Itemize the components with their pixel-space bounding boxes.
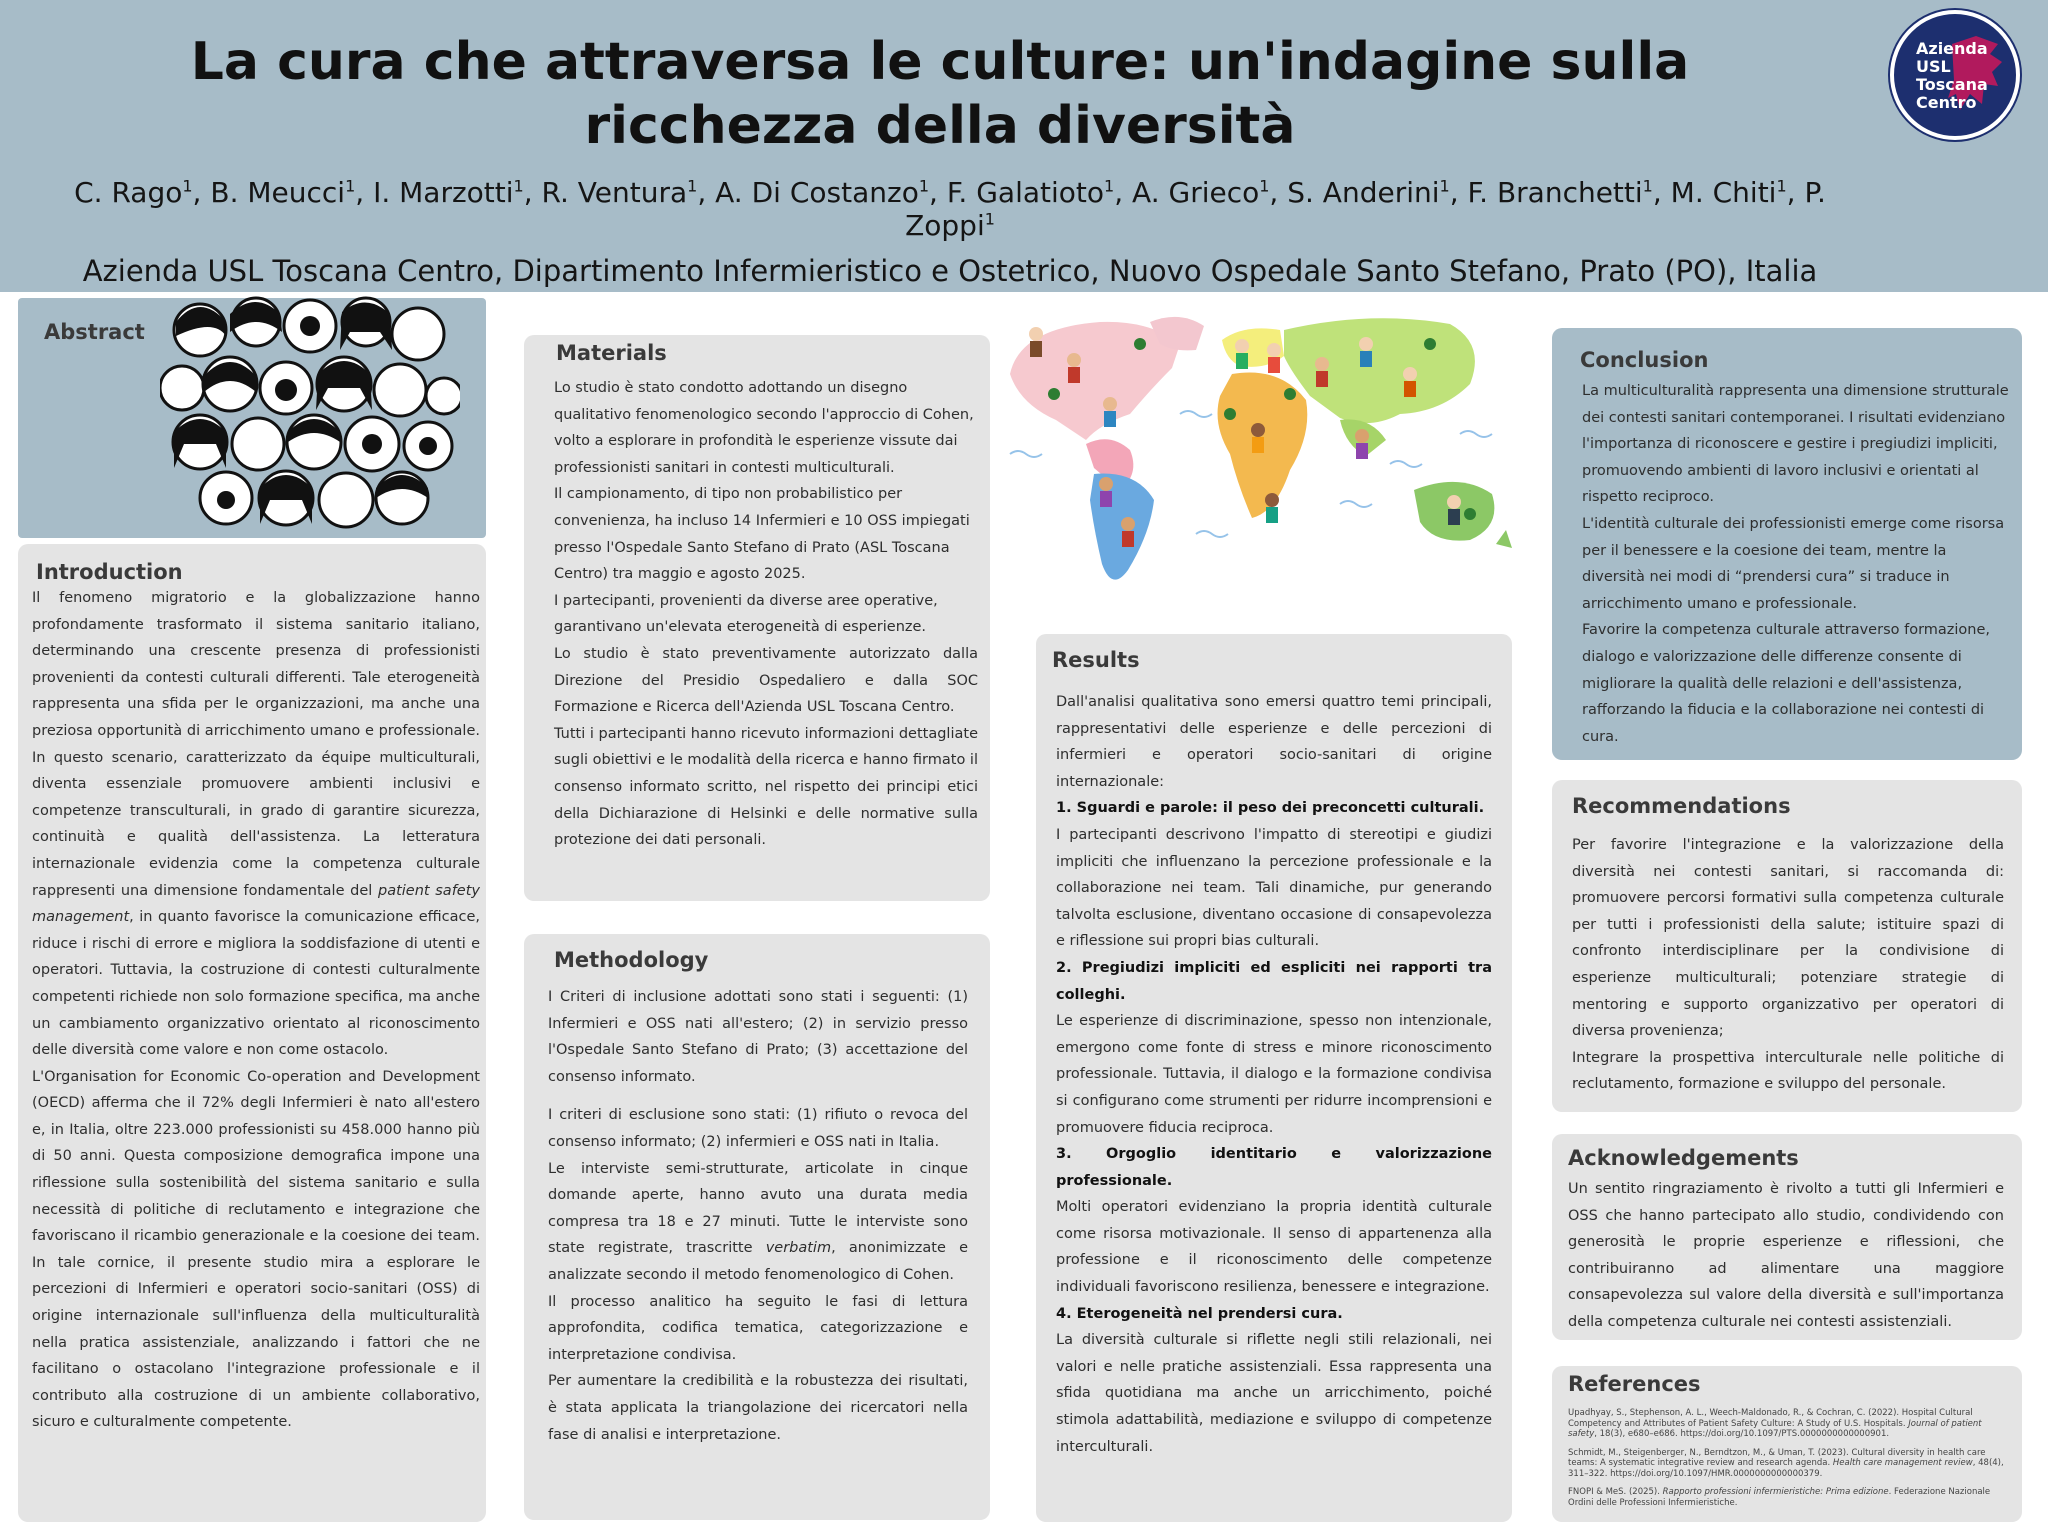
author: C. Rago [74,176,183,209]
recommendations-paragraph: Per favorire l'integrazione e la valorizzazione della diversità nei contesti sanitari, si raccomanda di: promuovere percorsi formativi sulla competenza culturale per tutti i professionisti della salute; istituire spazi di confronto interdisciplinare per la condivisione di esperienze multiculturali; potenziare strategie di mentoring e supporto organizzativo per operatori di diversa provenienza; [1572,837,2004,1040]
results-theme-title [1056,1301,1492,1328]
theme-title-text: 1. Sguardi e parole: il peso dei preconcetti culturali. [1056,800,1485,817]
author: I. Marzotti [373,176,514,209]
affiliation-mark: 1 [1439,176,1450,196]
recommendations-paragraph: Integrare la prospettiva interculturale nelle politiche di reclutamento, formazione e sviluppo del personale. [1572,1049,2004,1093]
methodology-paragraph: I criteri di esclusione sono stati: (1) rifiuto o revoca del consenso informato; (2) infermieri e OSS nati in Italia. [548,1107,968,1150]
acknowledgements-heading: Acknowledgements [1568,1146,1799,1170]
materials-paragraph: Lo studio è stato preventivamente autorizzato dalla Direzione del Presidio Ospedaliero e dalla SOC Formazione e Ricerca dell'Azienda USL Toscana Centro. [554,645,978,716]
reference-item [1568,1448,2012,1480]
conclusion-panel [1552,328,2022,760]
text-run: Schmidt, M., Steigenberger, N., Berndtzon, M., & Uman, T. (2023). Cultural diversity in health care teams: A systematic integrative review and research agenda. [1568,1447,1986,1468]
reference-item [1568,1408,2012,1440]
conclusion-paragraph: L'identità culturale dei professionisti emerge come risorsa per il benessere e la coesione dei team, mentre la diversità nei modi di “prendersi cura” si traduce in arricchimento umano e professionale. [1582,515,2005,612]
author: A. Grieco [1132,176,1260,209]
text-run: . Federazione Nazionale Ordini delle Professioni Infermieristiche. [1568,1487,1991,1508]
abstract-heading: Abstract [44,320,145,344]
introduction-paragraph: L'Organisation for Economic Co-operation and Development (OECD) afferma che il 72% degli Infermieri è nato all'estero e, in Italia, oltre 223.000 professionisti su 458.000 hanno più di 50 anni. Questa composizione demografica impone una riflessione sulla sostenibilità del sistema sanitario e sulla necessità di politiche di reclutamento e integrazione che favoriscano il ricambio generazionale e la coesione dei team. In tale cornice, il presente studio mira a esplorare le percezioni di Infermieri e operatori socio-sanitari (OSS) di origine internazionale sull'influenza della multiculturalità nella pratica assistenziale, analizzando i fattori che ne facilitano o ostacolano l'integrazione professionale e il contributo alla costruzione di un ambiente collaborativo, sicuro e culturalmente competente. [32,1068,480,1431]
affiliation-mark: 1 [984,209,995,229]
text-run: Le interviste semi-strutturate, articolate in cinque domande aperte, hanno avuto una durata media compresa tra 18 e 27 minuti. Tutte le interviste sono state registrate, trascritte [548,1160,968,1257]
methodology-heading: Methodology [554,948,709,972]
acknowledgements-body [1568,1176,2004,1336]
recommendations-heading: Recommendations [1572,794,1791,818]
affiliation-mark: 1 [513,176,524,196]
world-map-illustration [990,304,1530,604]
affiliation-mark: 1 [345,176,356,196]
results-theme-title [1056,795,1492,822]
text-run: , 18(3), e680–e686. https://doi.org/10.1097/PTS.0000000000000901. [1594,1429,1890,1439]
conclusion-body [1582,378,2010,750]
methodology-paragraph: Il processo analitico ha seguito le fasi di lettura approfondita, codifica tematica, categorizzazione e interpretazione condivisa. [548,1293,968,1363]
materials-paragraph: I partecipanti, provenienti da diverse aree operative, garantivano un'elevata eterogeneità di esperienze. [554,592,938,636]
recommendations-body [1572,832,2004,1098]
text-run-italic: Health care management review [1832,1458,1973,1468]
affiliation-mark: 1 [687,176,698,196]
author: B. Meucci [210,176,346,209]
text-run-italic: patient safety management [32,882,480,926]
introduction-paragraph [32,585,480,1064]
text-run: , 48(4), 311–322. https://doi.org/10.1097/HMR.0000000000000379. [1568,1458,2004,1479]
affiliation-mark: 1 [1259,176,1270,196]
diverse-faces-illustration [160,292,460,538]
reference-item [1568,1487,2012,1508]
author: M. Chiti [1670,176,1777,209]
materials-body [554,375,978,854]
methodology-panel [524,934,990,1520]
affiliation-mark: 1 [182,176,193,196]
introduction-body [32,585,480,1436]
results-panel [1036,634,1512,1522]
methodology-paragraph: Per aumentare la credibilità e la robustezza dei risultati, è stata applicata la triangolazione dei ricercatori nella fase di analisi e interpretazione. [548,1373,968,1443]
results-theme-text: Le esperienze di discriminazione, spesso non intenzionale, emergono come fonte di stress e minore riconoscimento professionale. Tuttavia, il dialogo e la formazione condivisa si configurano come strumenti per ridurre incomprensioni e promuovere fiducia reciproca. [1056,1013,1492,1136]
references-heading: References [1568,1372,1701,1396]
results-theme-text: Molti operatori evidenziano la propria identità culturale come risorsa motivazionale. Il senso di appartenenza alla professione e il riconoscimento delle competenze individuali favoriscono resilienza, benessere e integrazione. [1056,1199,1492,1296]
affiliation-mark: 1 [1642,176,1653,196]
text-run-italic: verbatim [765,1240,832,1257]
text-run-italic: Rapporto professioni infermieristiche: Prima edizione [1662,1487,1889,1497]
results-body [1056,689,1492,1460]
theme-title-text: 4. Eterogeneità nel prendersi cura. [1056,1305,1343,1322]
logo [1890,10,2020,140]
materials-paragraph: Tutti i partecipanti hanno ricevuto informazioni dettagliate sugli obiettivi e le modalità della ricerca e hanno firmato il consenso informato scritto, nel rispetto dei principi etici della Dichiarazione di Helsinki e delle normative sulla protezione dei dati personali. [554,725,978,849]
author: P. Zoppi [905,176,1826,242]
conclusion-heading: Conclusion [1580,348,1709,372]
poster-header [0,0,2048,292]
text-run: Il fenomeno migratorio e la globalizzazione hanno profondamente trasformato il sistema sanitario italiano, determinando una crescente presenza di professionisti provenienti da contesti culturali differenti. Tale eterogeneità rappresenta una sfida per le organizzazioni, ma anche una preziosa opportunità di arricchimento umano e professionale. In questo scenario, caratterizzato da équipe multiculturali, diventa essenziale promuovere ambienti inclusivi e competenze transculturali, in grado di garantire sicurezza, continuità e qualità dell'assistenza. La letteratura internazionale evidenzia come la competenza culturale rappresenti una dimensione fondamentale del [32,590,480,899]
references-panel [1552,1366,2022,1522]
results-heading: Results [1052,648,1140,672]
conclusion-paragraph: Favorire la competenza culturale attraverso formazione, dialogo e valorizzazione delle differenze consente di migliorare la qualità delle relazioni e dell'assistenza, rafforzando la fiducia e la collaborazione nei contesti di cura. [1582,622,1991,745]
text-run-italic: Journal of patient safety [1568,1418,1982,1439]
conclusion-paragraph: La multiculturalità rappresenta una dimensione strutturale dei contesti sanitari contemporanei. I risultati evidenziano l'importanza di riconoscere e gestire i pregiudizi impliciti, promuovendo ambienti di lavoro inclusivi e orientati al rispetto reciproco. [1582,383,2009,506]
materials-paragraph: Lo studio è stato condotto adottando un disegno qualitativo fenomenologico secondo l'approccio di Cohen, volto a esplorare in profondità le esperienze vissute dai professionisti sanitari in contesti multiculturali. [554,380,974,476]
author: F. Branchetti [1467,176,1643,209]
text-run: , in quanto favorisce la comunicazione efficace, riduce i rischi di errore e migliora la soddisfazione di utenti e operatori. Tuttavia, la costruzione di contesti culturalmente competenti richiede non solo formazione specifica, ma anche un cambiamento organizzativo orientato al riconoscimento delle diversità come valore e non come ostacolo. [32,909,480,1059]
author: S. Anderini [1287,176,1440,209]
theme-title-text: 2. Pregiudizi impliciti ed espliciti nei rapporti tra colleghi. [1056,959,1492,1003]
author: R. Ventura [541,176,688,209]
text-run: FNOPI & MeS. (2025). [1568,1487,1663,1497]
affiliation: Azienda USL Toscana Centro, Dipartimento Infermieristico e Ostetrico, Nuovo Ospedale Santo Stefano, Prato (PO), Italia [82,254,1818,288]
author: F. Galatioto [946,176,1105,209]
results-theme-title [1056,1141,1492,1194]
affiliation-mark: 1 [1776,176,1787,196]
introduction-panel [18,544,486,1522]
theme-title-text: 3. Orgoglio identitario e valorizzazione professionale. [1056,1146,1492,1189]
methodology-paragraph [548,1156,968,1289]
affiliation-mark: 1 [1104,176,1115,196]
materials-heading: Materials [556,341,667,365]
methodology-paragraph: I Criteri di inclusione adottati sono stati i seguenti: (1) Infermieri e OSS nati all'estero; (2) in servizio presso l'Ospedale Santo Stefano di Prato; (3) accettazione del consenso informato. [548,989,968,1085]
materials-paragraph: Il campionamento, di tipo non probabilistico per convenienza, ha incluso 14 Infermieri e 10 OSS impiegati presso l'Ospedale Santo Stefano di Prato (ASL Toscana Centro) tra maggio e agosto 2025. [554,486,970,583]
results-theme-text: I partecipanti descrivono l'impatto di stereotipi e giudizi impliciti che influenzano la percezione professionale e la collaborazione nei team. Tali dinamiche, pur generando talvolta esclusione, diventano occasione di consapevolezza e riflessione sui propri bias culturali. [1056,826,1492,950]
methodology-body [548,984,968,1448]
results-theme-text: La diversità culturale si riflette negli stili relazionali, nei valori e nelle pratiche assistenziali. Essa rappresenta una sfida quotidiana ma anche un arricchimento, poiché stimola adattabilità, mediazione e sviluppo di competenze interculturali. [1056,1332,1492,1455]
results-intro: Dall'analisi qualitativa sono emersi quattro temi principali, rappresentativi delle esperienze e delle percezioni di infermieri e operatori socio-sanitari di origine internazionale: [1056,694,1492,790]
recommendations-panel [1552,780,2022,1112]
results-theme-title [1056,955,1492,1008]
affiliation-mark: 1 [918,176,930,196]
introduction-heading: Introduction [36,560,183,584]
text-run: Upadhyay, S., Stephenson, A. L., Weech-Maldonado, R., & Cochran, C. (2022). Hospital Cultural Competency and Attributes of Patient Safety Culture: A Study of U.S. Hospitals. [1568,1408,1973,1429]
materials-panel [524,335,990,901]
acknowledgements-panel [1552,1134,2022,1340]
author: A. Di Costanzo [715,176,919,209]
text-run: , anonimizzate e analizzate secondo il metodo fenomenologico di Cohen. [548,1240,968,1283]
acknowledgements-paragraph: Un sentito ringraziamento è rivolto a tutti gli Infermieri e OSS che hanno partecipato allo studio, condividendo con generosità le proprie esperienze e riflessioni, che contribuiranno ad alimentare una maggiore consapevolezza sul valore della diversità e sull'importanza della competenza culturale nei contesti assistenziali. [1568,1181,2004,1330]
author-list: C. Rago$^1$, B. Meucci$^1$, I. Marzotti$^1$, R. Ventura$^1$, A. Di Costanzo$^1$, F. Galatioto$^1$, A. Grieco$^1$, S. Anderini$^1$, F. Branchetti$^1$, M. Chiti$^1$, P. Zoppi$^1$ [74,176,1826,242]
references-list [1568,1408,2012,1516]
poster-title: La cura che attraversa le culture: un'indagine sulla ricchezza della diversità [190,32,1690,156]
logo-text: Azienda USL Toscana Centro [1916,39,1988,112]
